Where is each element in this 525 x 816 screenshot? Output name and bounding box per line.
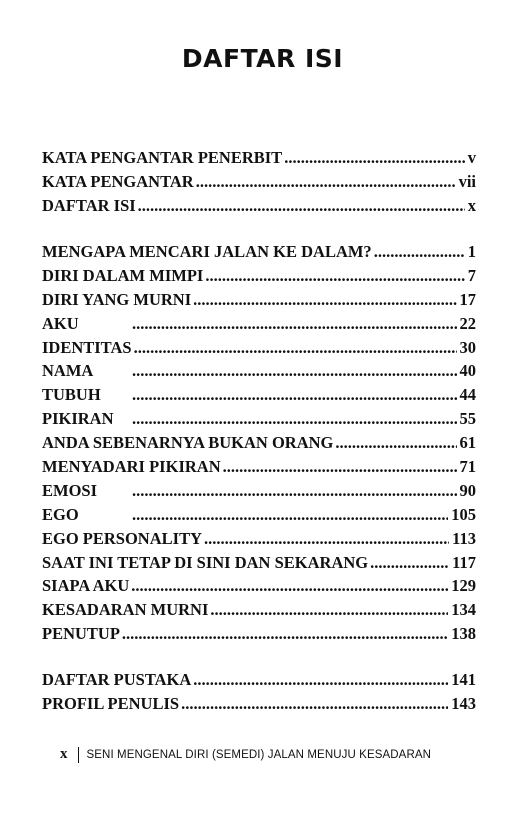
toc-leader-dots (122, 622, 448, 646)
toc-entry-page: 90 (459, 480, 476, 500)
toc-entry[interactable] (42, 264, 476, 288)
toc-entry-label: DAFTAR PUSTAKA (42, 670, 192, 689)
toc-leader-dots (132, 359, 457, 383)
toc-entry-page: 55 (459, 409, 476, 429)
toc-front-matter (42, 146, 476, 218)
toc-entry-label: TUBUH (42, 385, 101, 405)
toc-entry[interactable] (42, 240, 476, 264)
toc-entry-page: 7 (467, 265, 476, 285)
toc-entry-label: IDENTITAS (42, 337, 132, 357)
toc-entry-label: MENYADARI PIKIRAN (42, 457, 221, 477)
toc-entry-page: 117 (452, 552, 476, 572)
toc-entry-page: 71 (459, 457, 476, 477)
toc-entry[interactable] (42, 479, 476, 503)
toc-entry-label: PROFIL PENULIS (42, 693, 180, 713)
toc-entry-label: ANDA SEBENARNYA BUKAN ORANG (42, 433, 334, 453)
toc-entry-label: EGO (42, 504, 79, 524)
toc-leader-dots (370, 551, 449, 575)
footer-divider (78, 747, 79, 763)
toc-entry[interactable] (42, 455, 476, 479)
page-title: DAFTAR ISI (181, 44, 344, 73)
toc-entry[interactable] (42, 288, 476, 312)
toc-entry[interactable] (42, 668, 476, 692)
toc-entry-page: 134 (451, 600, 476, 620)
toc-leader-dots (134, 336, 457, 360)
toc-entry-label: DIRI YANG MURNI (42, 289, 192, 309)
toc-entry[interactable] (42, 383, 476, 407)
toc-leader-dots (132, 312, 457, 336)
toc-leader-dots (196, 170, 456, 194)
toc-entry-label: PENUTUP (42, 624, 120, 644)
toc-entry[interactable] (42, 312, 476, 336)
toc-entry-page: vii (458, 171, 476, 191)
toc-chapters (42, 240, 476, 646)
toc-entry-label: NAMA (42, 361, 94, 381)
toc-entry-label: DIRI DALAM MIMPI (42, 265, 204, 285)
toc-entry-page: v (467, 148, 476, 167)
toc-leader-dots (132, 407, 457, 431)
toc-entry-page: 1 (467, 242, 476, 261)
toc-entry[interactable] (42, 146, 476, 170)
toc-entry-label: KATA PENGANTAR PENERBIT (42, 148, 283, 167)
toc-entry-label: SAAT INI TETAP DI SINI DAN SEKARANG (42, 552, 369, 572)
toc-entry-label: MENGAPA MENCARI JALAN KE DALAM? (42, 242, 372, 261)
toc-entry-page: 129 (451, 576, 476, 596)
toc-leader-dots (223, 455, 457, 479)
toc-leader-dots (131, 574, 448, 598)
toc-entry-page: 113 (452, 528, 476, 548)
toc-leader-dots (205, 264, 464, 288)
toc-entry[interactable] (42, 574, 476, 598)
toc-leader-dots (181, 692, 448, 716)
toc-entry-page: 143 (451, 693, 476, 713)
toc-entry-page: 105 (451, 504, 476, 524)
toc-leader-dots (138, 194, 465, 218)
toc-entry-page: 141 (451, 670, 476, 689)
toc-entry-page: 17 (459, 289, 476, 309)
toc-entry-label: KESADARAN MURNI (42, 600, 209, 620)
toc-leader-dots (193, 288, 456, 312)
toc-entry[interactable] (42, 503, 476, 527)
toc-entry-label: DAFTAR ISI (42, 195, 136, 215)
toc-entry-page: 40 (459, 361, 476, 381)
toc-leader-dots (193, 668, 448, 692)
toc-entry-label: EGO PERSONALITY (42, 528, 202, 548)
toc-entry[interactable] (42, 431, 476, 455)
page-footer (60, 746, 431, 763)
toc-entry-page: 138 (451, 624, 476, 644)
toc-entry[interactable] (42, 336, 476, 360)
toc-leader-dots (132, 383, 457, 407)
toc-entry-page: 61 (459, 433, 476, 453)
toc-entry[interactable] (42, 622, 476, 646)
toc-entry-label: SIAPA AKU (42, 576, 130, 596)
footer-page-number: x (60, 746, 68, 762)
toc-back-matter (42, 668, 476, 716)
toc-leader-dots (210, 598, 448, 622)
toc-entry[interactable] (42, 170, 476, 194)
toc-entry-page: x (467, 195, 476, 215)
toc-entry[interactable] (42, 598, 476, 622)
toc-leader-dots (335, 431, 456, 455)
toc-entry[interactable] (42, 551, 476, 575)
toc-leader-dots (284, 146, 465, 170)
toc-entry[interactable] (42, 527, 476, 551)
toc-entry-page: 22 (459, 313, 476, 333)
footer-running-title: SENI MENGENAL DIRI (SEMEDI) JALAN MENUJU KESADARAN (86, 748, 432, 761)
toc-entry-label: AKU (42, 313, 79, 333)
toc-leader-dots (374, 240, 465, 264)
toc-entry[interactable] (42, 692, 476, 716)
toc-entry[interactable] (42, 359, 476, 383)
toc-entry[interactable] (42, 407, 476, 431)
toc-entry[interactable] (42, 194, 476, 218)
toc-leader-dots (132, 479, 457, 503)
toc-entry-label: PIKIRAN (42, 409, 114, 429)
toc-entry-page: 30 (459, 337, 476, 357)
toc-entry-label: KATA PENGANTAR (42, 171, 194, 191)
toc-leader-dots (204, 527, 449, 551)
toc-leader-dots (132, 503, 448, 527)
toc-entry-page: 44 (459, 385, 476, 405)
toc-entry-label: EMOSI (42, 480, 98, 500)
